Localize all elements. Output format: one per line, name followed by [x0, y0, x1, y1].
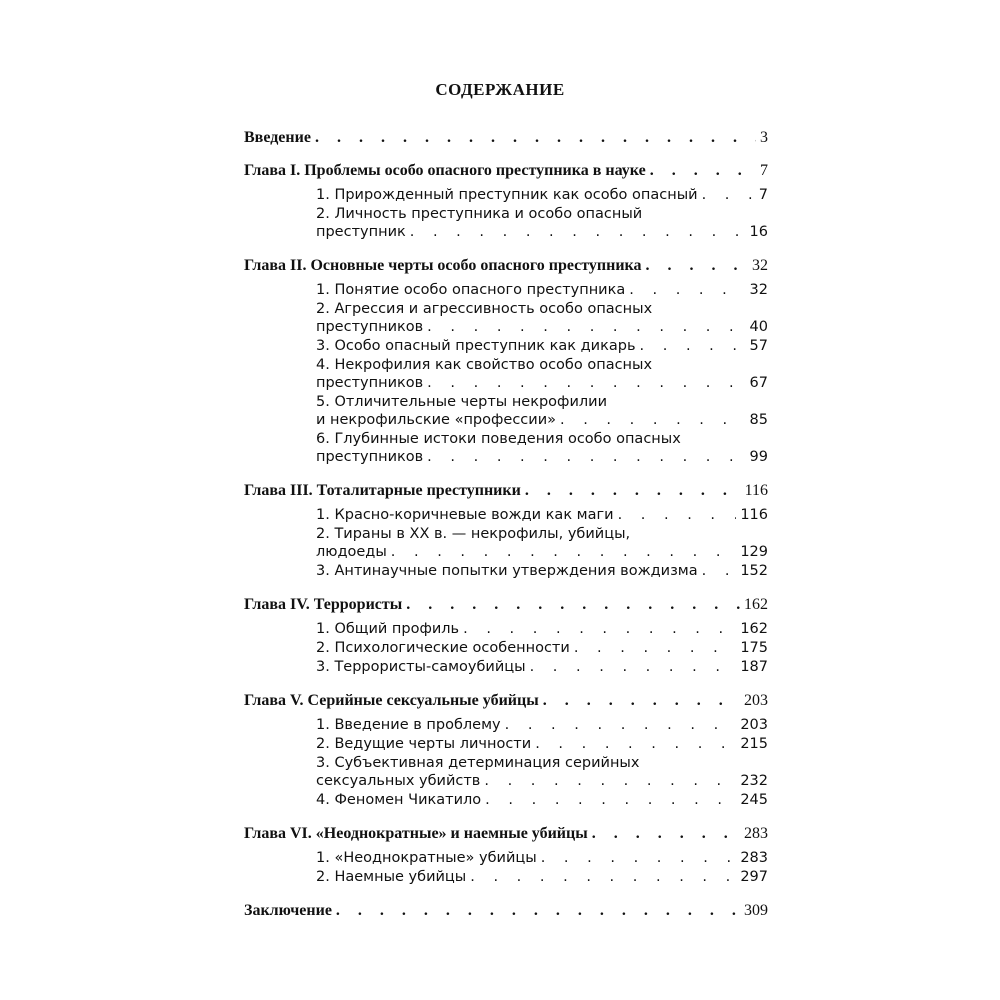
toc-section[interactable] [316, 562, 768, 581]
section-page: 85 [749, 412, 768, 428]
section-label: 1. Введение в проблему [316, 717, 501, 733]
toc-intro[interactable] [244, 128, 768, 147]
section-label-line1[interactable]: 4. Некрофилия как свойство особо опасных [316, 357, 653, 373]
section-label: 3. Антинаучные попытки утверждения вождизма [316, 563, 698, 579]
chapter-3-sections [316, 506, 768, 581]
chapter-label: Глава II. Основные черты особо опасного преступника [244, 257, 642, 274]
leader-dots [702, 562, 737, 581]
leader-dots [525, 481, 741, 500]
section-page: 162 [740, 621, 768, 637]
section-label: 1. Общий профиль [316, 621, 460, 637]
leader-dots [427, 318, 745, 337]
toc-intro-label: Введение [244, 129, 311, 146]
leader-dots [427, 448, 745, 467]
toc-section[interactable] [316, 337, 768, 356]
section-label: 2. Ведущие черты личности [316, 736, 532, 752]
chapter-label: Глава VI. «Неоднократные» и наемные убийцы [244, 825, 588, 842]
section-label: преступников [316, 319, 424, 335]
leader-dots [470, 868, 736, 887]
chapter-2-sections [316, 281, 768, 467]
section-label-line1[interactable]: 3. Субъективная детерминация серийных [316, 755, 640, 771]
toc-section[interactable] [316, 506, 768, 525]
leader-dots [505, 716, 737, 735]
leader-dots [646, 256, 748, 275]
section-label: 1. Красно-коричневые вожди как маги [316, 507, 614, 523]
toc-chapter-4[interactable] [244, 595, 768, 614]
toc-section[interactable] [316, 318, 768, 337]
section-page: 40 [749, 319, 768, 335]
toc-section[interactable] [316, 448, 768, 467]
section-label: 4. Феномен Чикатило [316, 792, 482, 808]
toc-chapter-3[interactable] [244, 481, 768, 500]
section-page: 116 [740, 507, 768, 523]
section-label: 3. Особо опасный преступник как дикарь [316, 338, 636, 354]
chapter-page: 203 [744, 692, 768, 709]
chapter-page: 32 [752, 257, 768, 274]
chapter-5-sections [316, 716, 768, 810]
section-label: 2. Наемные убийцы [316, 869, 467, 885]
leader-dots [406, 595, 740, 614]
leader-dots [463, 620, 736, 639]
section-label-line1[interactable]: 2. Личность преступника и особо опасный [316, 206, 643, 222]
section-page: 129 [740, 544, 768, 560]
chapter-page: 162 [744, 596, 768, 613]
toc-section[interactable] [316, 849, 768, 868]
section-page: 16 [749, 224, 768, 240]
toc-section[interactable] [316, 620, 768, 639]
toc-conclusion[interactable] [244, 901, 768, 920]
section-label-line1[interactable]: 6. Глубинные истоки поведения особо опасных [316, 431, 681, 447]
section-page: 187 [740, 659, 768, 675]
toc-chapter-2[interactable] [244, 256, 768, 275]
section-label: 1. Прирожденный преступник как особо опасный [316, 187, 698, 203]
chapter-label: Глава V. Серийные сексуальные убийцы [244, 692, 539, 709]
section-label: 1. «Неоднократные» убийцы [316, 850, 537, 866]
leader-dots [543, 691, 740, 710]
section-page: 297 [740, 869, 768, 885]
section-page: 203 [740, 717, 768, 733]
section-label: и некрофильские «профессии» [316, 412, 556, 428]
toc-section[interactable] [316, 639, 768, 658]
leader-dots [560, 411, 746, 430]
toc-section[interactable] [316, 186, 768, 205]
leader-dots [629, 281, 745, 300]
chapter-label: Глава III. Тоталитарные преступники [244, 482, 521, 499]
leader-dots [650, 161, 756, 180]
chapter-6-sections [316, 849, 768, 887]
toc-section[interactable] [316, 791, 768, 810]
section-label: преступников [316, 449, 424, 465]
toc-section[interactable] [316, 543, 768, 562]
section-page: 32 [749, 282, 768, 298]
section-label: сексуальных убийств [316, 773, 481, 789]
chapter-page: 116 [744, 482, 768, 499]
chapter-label: Глава I. Проблемы особо опасного преступника в науке [244, 162, 646, 179]
chapter-4-sections [316, 620, 768, 677]
leader-dots [427, 374, 745, 393]
leader-dots [485, 791, 736, 810]
chapter-page: 283 [744, 825, 768, 842]
section-label: 2. Психологические особенности [316, 640, 570, 656]
toc-conclusion-page: 309 [744, 902, 768, 919]
section-page: 245 [740, 792, 768, 808]
leader-dots [530, 658, 737, 677]
table-of-contents [244, 128, 768, 920]
leader-dots [574, 639, 737, 658]
section-page: 283 [740, 850, 768, 866]
section-page: 152 [740, 563, 768, 579]
leader-dots [592, 824, 740, 843]
section-label-line1[interactable]: 2. Агрессия и агрессивность особо опасных [316, 301, 653, 317]
toc-chapter-1[interactable] [244, 161, 768, 180]
leader-dots [391, 543, 737, 562]
toc-section[interactable] [316, 374, 768, 393]
toc-conclusion-label: Заключение [244, 902, 332, 919]
leader-dots [618, 506, 737, 525]
section-label: 3. Террористы-самоубийцы [316, 659, 526, 675]
leader-dots [336, 901, 740, 920]
toc-section[interactable] [316, 411, 768, 430]
section-page: 57 [749, 338, 768, 354]
leader-dots [535, 735, 736, 754]
toc-chapter-6[interactable] [244, 824, 768, 843]
section-label-line1[interactable]: 5. Отличительные черты некрофилии [316, 394, 607, 410]
toc-section[interactable] [316, 658, 768, 677]
leader-dots [410, 223, 746, 242]
section-label: людоеды [316, 544, 387, 560]
leader-dots [484, 772, 736, 791]
chapter-label: Глава IV. Террористы [244, 596, 403, 613]
section-page: 7 [758, 187, 768, 203]
section-label-line1[interactable]: 2. Тираны в XX в. — некрофилы, убийцы, [316, 526, 631, 542]
toc-section[interactable] [316, 223, 768, 242]
section-page: 175 [740, 640, 768, 656]
chapter-page: 7 [760, 162, 768, 179]
section-label: преступников [316, 375, 424, 391]
section-page: 232 [740, 773, 768, 789]
toc-section[interactable] [316, 716, 768, 735]
toc-section[interactable] [316, 281, 768, 300]
toc-section[interactable] [316, 735, 768, 754]
leader-dots [541, 849, 737, 868]
toc-chapter-5[interactable] [244, 691, 768, 710]
leader-dots [315, 128, 756, 147]
section-page: 215 [740, 736, 768, 752]
toc-intro-page: 3 [760, 129, 768, 146]
section-label: 1. Понятие особо опасного преступника [316, 282, 626, 298]
leader-dots [702, 186, 755, 205]
section-page: 67 [749, 375, 768, 391]
section-label: преступник [316, 224, 406, 240]
section-page: 99 [749, 449, 768, 465]
toc-section[interactable] [316, 868, 768, 887]
leader-dots [640, 337, 746, 356]
chapter-1-sections [316, 186, 768, 242]
page-title: СОДЕРЖАНИЕ [435, 80, 565, 99]
toc-section[interactable] [316, 772, 768, 791]
